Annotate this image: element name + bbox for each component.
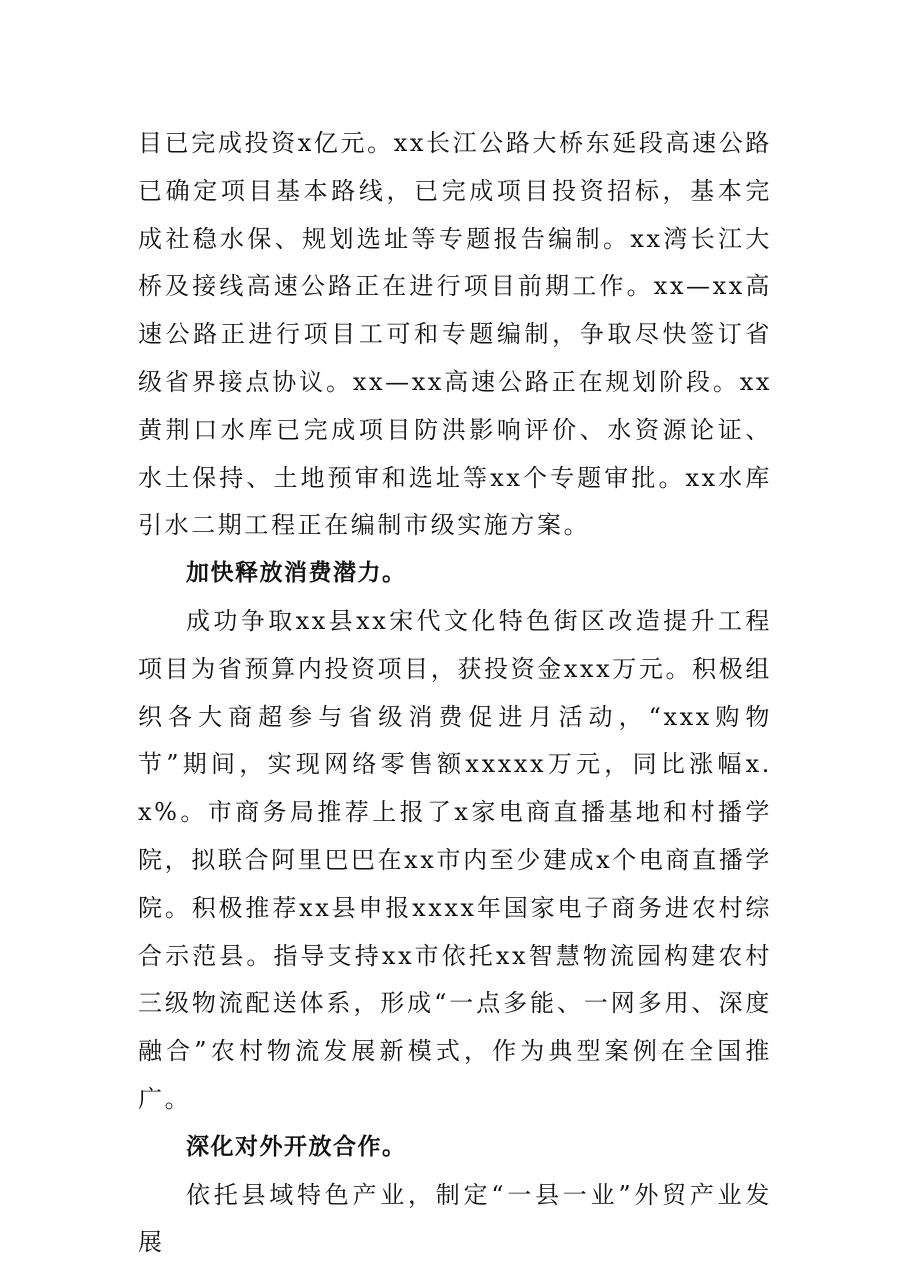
paragraph-consumption: 成功争取xx县xx宋代文化特色街区改造提升工程项目为省预算内投资项目，获投资金xxx万元。积极组织各大商超参与省级消费促进月活动，“xxx购物节”期间，实现网络零售额xxxxx万元，同比涨幅x.x%。市商务局推荐上报了x家电商直播基地和村播学院，拟联合阿里巴巴在xx市内至少建成x个电商直播学院。积极推荐xx县申报xxxx年国家电子商务进农村综合示范县。指导支持xx市依托xx智慧物流园构建农村三级物流配送体系，形成“一点多能、一网多用、深度融合”农村物流发展新模式，作为典型案例在全国推广。 [138,606,772,1113]
section-heading-opening-up: 深化对外开放合作。 [186,1133,407,1160]
paragraph-investment-progress: 目已完成投资x亿元。xx长江公路大桥东延段高速公路已确定项目基本路线，已完成项目投资招标，基本完成社稳水保、规划选址等专题报告编制。xx湾长江大桥及接线高速公路正在进行项目前期工作。xx—xx高速公路正进行项目工可和专题编制，争取尽快签订省级省界接点协议。xx—xx高速公路正在规划阶段。xx黄荆口水库已完成项目防洪影响评价、水资源论证、水土保持、土地预审和选址等xx个专题审批。xx水库引水二期工程正在编制市级实施方案。 [138,129,772,540]
document-body [138,120,772,1267]
paragraph-foreign-trade: 依托县域特色产业，制定“一县一业”外贸产业发展 [138,1180,772,1257]
section-heading-consumption: 加快释放消费潜力。 [186,560,407,587]
